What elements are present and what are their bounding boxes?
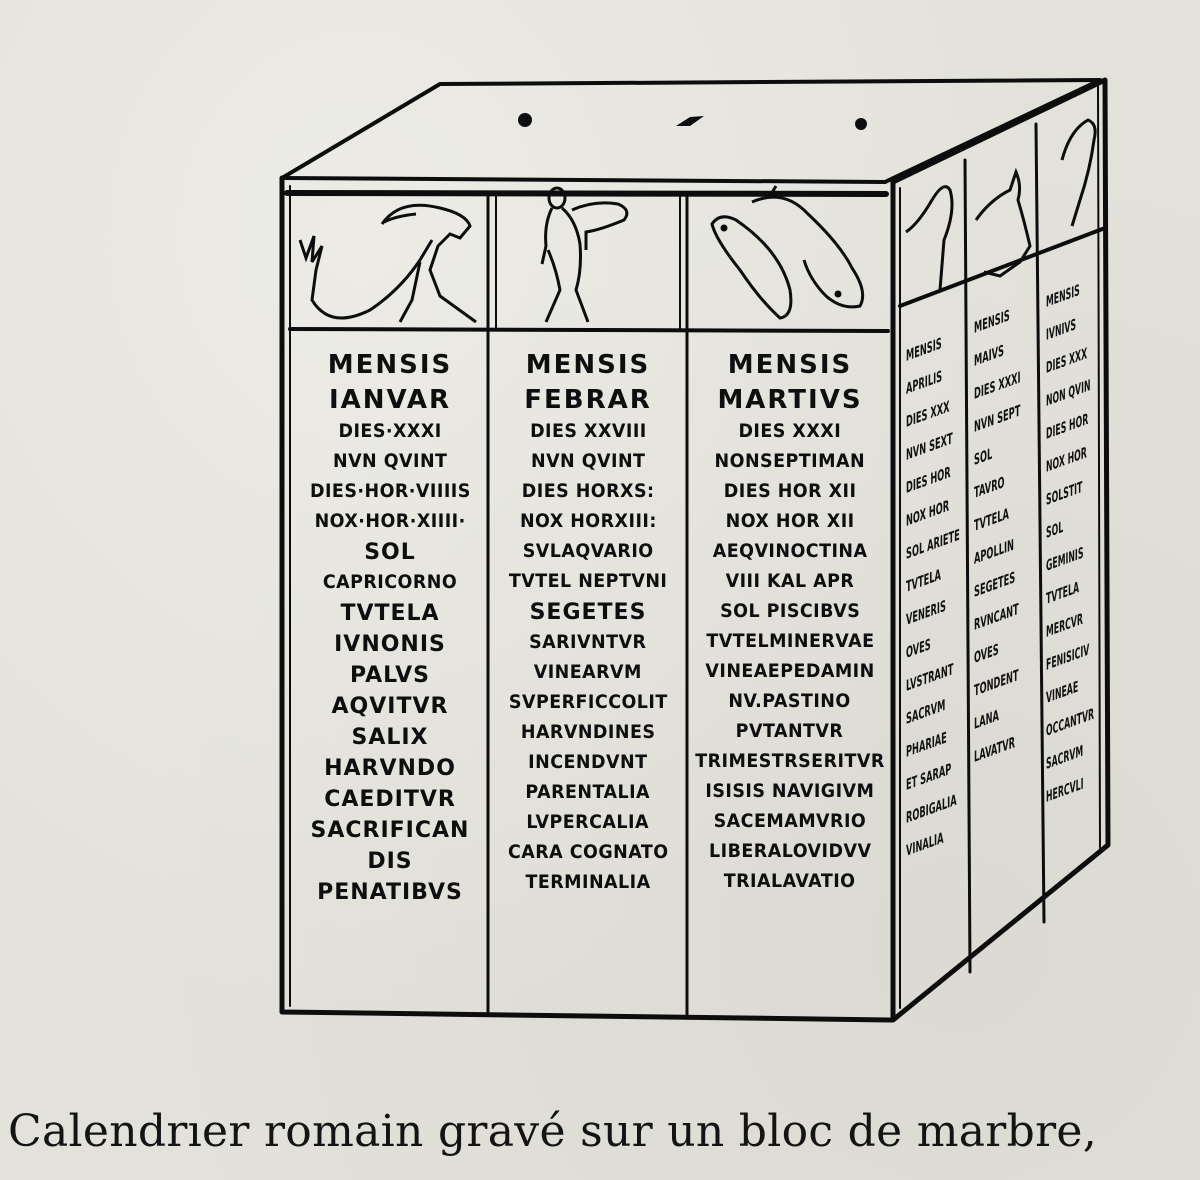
column-line: TVTEL NEPTVNI — [508, 570, 668, 592]
column-line: DIES XXXI — [738, 420, 842, 442]
column-line: DIES HOR — [906, 462, 951, 497]
column-line: ET SARAP — [906, 759, 952, 794]
column-line: SVPERFICCOLIT — [508, 691, 668, 713]
column-line: VIII KAL APR — [725, 570, 855, 592]
column-line: APRILIS — [906, 366, 943, 398]
column-line: NONSEPTIMAN — [714, 450, 866, 472]
column-line: PVTANTVR — [736, 720, 844, 742]
column-line: LIBERALOVIDVV — [708, 840, 872, 862]
column-line: TAVRO — [974, 472, 1005, 502]
aries-icon — [906, 187, 952, 290]
column-line: DIES HORXS: — [521, 480, 655, 502]
column-line: SALIX — [351, 725, 429, 750]
column-line: DIES HOR — [1046, 409, 1089, 443]
column-line: DIES HOR XII — [723, 480, 857, 502]
column-line: PENATIBVS — [317, 880, 463, 905]
column-line: SEGETES — [529, 600, 647, 625]
column-line: DIES XXXI — [974, 368, 1021, 403]
column-line: NVN SEXT — [906, 429, 953, 464]
column-line: VINALIA — [906, 828, 944, 860]
column-line: DIES XXX — [1046, 344, 1088, 377]
column-line: HARVNDINES — [520, 721, 656, 743]
side-column-may — [974, 295, 1021, 774]
column-line: OCCANTVR — [1046, 704, 1095, 740]
month-name: FEBRAR — [524, 385, 652, 415]
pisces-icon — [712, 186, 863, 318]
column-line: LVSTRANT — [906, 659, 954, 695]
top-holes — [518, 113, 867, 130]
calendar-column-january — [292, 352, 488, 913]
column-line: PHARIAE — [906, 728, 947, 761]
column-line: VINEAEPEDAMIN — [705, 660, 875, 682]
column-line: SACRVM — [1046, 741, 1084, 773]
column-line: DIES·HOR·VIIIIS — [309, 480, 471, 502]
column-line: NVN SEPT — [974, 401, 1021, 436]
column-line: NOX·HOR·XIIII· — [314, 510, 466, 532]
column-line: SACRIFICAN — [310, 818, 470, 843]
column-line: AQVITVR — [331, 694, 449, 719]
column-line: FENISICIV — [1046, 640, 1090, 674]
column-line: MERCVR — [1046, 609, 1083, 641]
column-line: SOL PISCIBVS — [719, 600, 861, 622]
column-line: MENSIS — [727, 350, 853, 380]
column-line: LAVATVR — [974, 733, 1016, 766]
column-line: TVTELA — [906, 565, 941, 596]
column-line: MAIVS — [974, 341, 1004, 370]
column-line: PALVS — [350, 663, 430, 688]
column-line: OVES — [974, 639, 999, 667]
column-line: MENSIS — [906, 334, 942, 365]
column-line: DIES XXX — [906, 397, 950, 431]
column-line: VINEAE — [1046, 677, 1079, 707]
column-line: SACRVM — [906, 695, 946, 728]
column-line: CAPRICORNO — [322, 571, 458, 593]
column-line: SOL — [1046, 517, 1064, 542]
column-line: SEGETES — [974, 568, 1016, 601]
column-line: NV.PASTINO — [728, 690, 852, 712]
column-line: SVLAQVARIO — [522, 540, 654, 562]
column-line: DIES·XXXI — [338, 420, 442, 442]
column-line: IVNIVS — [1046, 315, 1077, 344]
column-line: PARENTALIA — [525, 781, 651, 803]
column-line: CARA COGNATO — [507, 841, 669, 863]
side-column-april — [906, 320, 960, 868]
column-line: NVN QVINT — [332, 450, 448, 472]
column-line: NOX HOR XII — [725, 510, 855, 532]
column-line: SARIVNTVR — [529, 631, 647, 653]
column-line: LVPERCALIA — [526, 811, 650, 833]
column-line: DIS — [367, 849, 413, 874]
column-line: RVNCANT — [974, 599, 1019, 634]
month-name: MARTIVS — [717, 385, 863, 415]
side-zodiac-figures — [906, 120, 1095, 290]
column-line: SACEMAMVRIO — [713, 810, 867, 832]
figure-caption: Calendrıer romain gravé sur un bloc de marbre, — [8, 1106, 1098, 1157]
column-line: DIES XXVIII — [529, 420, 647, 442]
column-line: MENSIS — [974, 306, 1010, 337]
column-line: HARVNDO — [324, 756, 456, 781]
column-line: ROBIGALIA — [906, 790, 957, 827]
column-line: NOX HORXIII: — [519, 510, 657, 532]
column-line: NOX HOR — [906, 496, 950, 530]
column-line: SOL — [974, 444, 993, 469]
calendar-column-march — [689, 352, 891, 902]
column-line: VINEARVM — [533, 661, 643, 683]
column-line: TVTELMINERVAE — [705, 630, 875, 652]
column-line: GEMINIS — [1046, 543, 1084, 575]
column-line: NVN QVINT — [530, 450, 646, 472]
capricorn-icon — [300, 205, 476, 322]
column-line: TRIALAVATIO — [724, 870, 856, 892]
column-line: LANA — [974, 705, 999, 733]
aquarius-icon — [542, 188, 627, 322]
column-line: TVTELA — [340, 601, 440, 626]
side-column-june — [1046, 269, 1094, 814]
column-line: VENERIS — [906, 596, 946, 629]
column-line: MENSIS — [1046, 280, 1080, 311]
month-name: IANVAR — [328, 385, 452, 415]
column-line: OVES — [906, 634, 931, 662]
column-line: NON QVIN — [1046, 375, 1091, 410]
column-line: IVNONIS — [334, 632, 446, 657]
column-line: APOLLIN — [974, 535, 1014, 568]
calendar-column-february — [490, 352, 686, 903]
column-line: MENSIS — [327, 350, 453, 380]
column-line: TRIMESTRSERITVR — [695, 750, 885, 772]
column-line: SOL ARIETE — [906, 525, 960, 563]
column-line: SOL — [364, 540, 416, 565]
column-line: SOLSTIT — [1046, 477, 1083, 509]
column-line: TVTELA — [974, 504, 1009, 535]
column-line: INCENDVNT — [528, 751, 648, 773]
column-line: TONDENT — [974, 665, 1019, 700]
gemini-icon — [1062, 120, 1095, 226]
column-line: NOX HOR — [1046, 443, 1087, 476]
column-line: TERMINALIA — [525, 871, 651, 893]
column-line: MENSIS — [525, 350, 651, 380]
column-line: AEQVINOCTINA — [712, 540, 868, 562]
taurus-icon — [976, 172, 1030, 276]
column-line: HERCVLI — [1046, 774, 1084, 806]
column-line: TVTELA — [1046, 577, 1080, 608]
column-line: CAEDITVR — [324, 787, 456, 812]
column-line: ISISIS NAVIGIVM — [705, 780, 875, 802]
